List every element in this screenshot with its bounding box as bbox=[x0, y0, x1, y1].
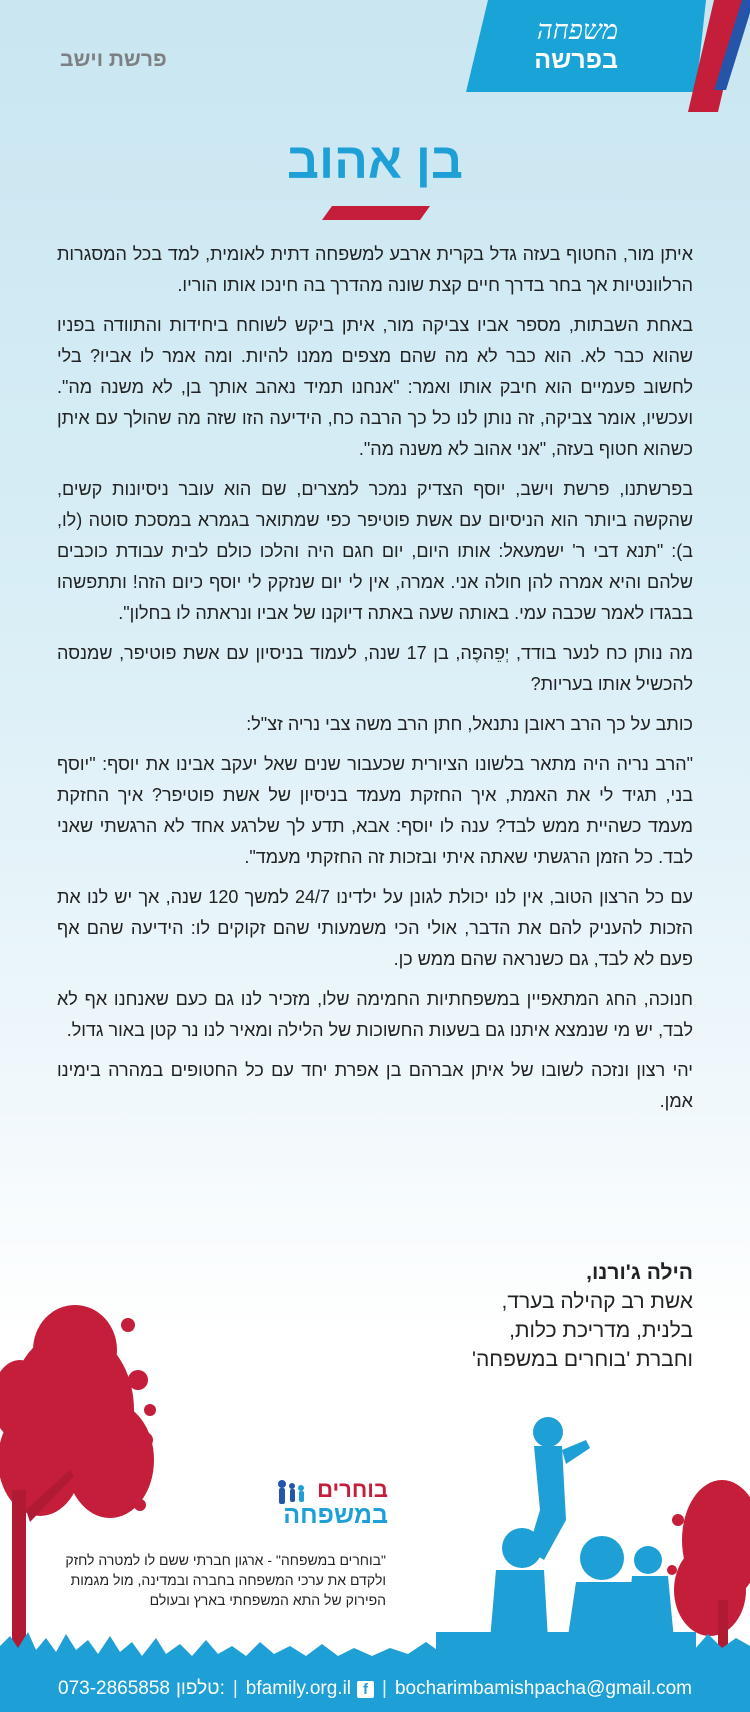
paragraph: בפרשתנו, פרשת וישב, יוסף הצדיק נמכר למצרים, שם הוא עובר ניסיונות קשים, שהקשה ביותר הוא הניסיום עם אשת פוטיפר כפי שמתואר בגמרא במסכת סוטה (לו, ב): "תנא דבי ר' ישמעאל: אותו היום, יום חגם היה והלכו כולם לבית עבודת כוכבים שלהם והיא אמרה להן חולה אני. אמרה, אין לי יום שנזקק לי יוסף כיום הזה! ותתפשהו בבגדו לאמר שכבה עמי. באותה שעה באתה דיוקנו של אביו ונראתה לו בחלון". bbox=[57, 479, 693, 623]
grass-decoration bbox=[0, 1628, 750, 1668]
footer-email[interactable]: bocharimbamishpacha@gmail.com bbox=[394, 1678, 692, 1699]
org-description: "בוחרים במשפחה" - ארגון חברתי ששם לו למטרה לחזק ולקדם את ערכי המשפחה בחברה ובמדינה, מול מגמות הפירוק של התא המשפחתי בארץ ובעולם bbox=[65, 1552, 386, 1608]
logo-line1: משפחה bbox=[536, 15, 618, 46]
footer-phone-label: טלפון: bbox=[176, 1678, 225, 1699]
org-name bbox=[268, 1478, 388, 1528]
footer-phone-number[interactable]: 073-2865858 bbox=[58, 1678, 170, 1699]
paragraph: "הרב נריה היה מתאר בלשונו הציורית שכעבור שנים שאל יעקב אבינו את יוסף: "יוסף בני, תגיד לי את האמת, איך החזקת מעמד בניסיון של אשת פוטיפר? איך החזקת מעמד כשהיית ממש לבד? ענה לו יוסף: אבא, תדע לך שלרגע אחד לא הרגשתי שאני לבד. כל הזמן הרגשתי שאתה איתי ובזכות זה החזקתי מעמד". bbox=[57, 754, 693, 867]
facebook-icon[interactable]: f bbox=[357, 1681, 374, 1698]
signature-line: אשת רב קהילה בערד, bbox=[501, 1290, 693, 1313]
title-underline bbox=[322, 206, 430, 220]
paragraph: איתן מור, החטוף בעזה גדל בקרית ארבע למשפחה דתית לאומית, למד בכל המסגרות הרלוונטיות אך בחר בדרך חיים קצת שונה מהדרך בה חינכו אותו הוריו. bbox=[57, 244, 693, 295]
paragraph: באחת השבתות, מספר אביו צביקה מור, איתן ביקש לשוחח ביחידות והתוודה בפניו שהוא כבר לא. הוא כבר לא מה שהם מצפים ממנו להיות. ומה אמר לו אביו? בלי לחשוב פעמיים הוא חיבק אותו ואמר: "אנחנו תמיד נאהב אותך בן, לא משנה מה". ועכשיו, אומר צביקה, זה נותן לנו כל כך הרבה כח, הידיעה הזו שזה מה שהולך עם איתן כשהוא חטוף בעזה, "אני אהוב לא משנה מה". bbox=[57, 315, 693, 459]
footer-website[interactable]: bfamily.org.il bbox=[245, 1678, 352, 1699]
footer-separator: | bbox=[382, 1678, 387, 1699]
org-name-line1: בוחרים bbox=[317, 1477, 388, 1502]
signature-line: בלנית, מדריכת כלות, bbox=[509, 1319, 693, 1342]
signature-name: הילה ג'ורנו, bbox=[586, 1261, 693, 1284]
paragraph: מה נותן כח לנער בודד, יְפֵהפֶה, בן 17 שנה, לעמוד בניסיון עם אשת פוטיפר, שמנסה להכשיל אותו בעריות? bbox=[57, 643, 693, 694]
signature-line: וחברת 'בוחרים במשפחה' bbox=[471, 1348, 693, 1371]
org-name-line2: במשפחה bbox=[283, 1501, 388, 1529]
paragraph: עם כל הרצון הטוב, אין לנו יכולת לגונן על ילדינו 24/7 למשך 120 שנה, אך יש לנו את הזכות להעניק להם את הדבר, אולי הכי משמעותי שהם זקוקים לו: הידיעה שהם אף פעם לא לבד, גם כשנראה שהם ממש כן. bbox=[57, 887, 694, 969]
footer-separator: | bbox=[232, 1678, 238, 1699]
logo-line2: בפרשה bbox=[534, 46, 618, 74]
page-title: בן אהוב bbox=[287, 133, 463, 189]
paragraph: כותב על כך הרב ראובן נתנאל, חתן הרב משה צבי נריה זצ"ל: bbox=[246, 714, 693, 734]
parasha-label: פרשת וישב bbox=[60, 48, 167, 71]
signature bbox=[300, 1258, 693, 1374]
footer-contact-bar bbox=[0, 1666, 750, 1712]
logo-text bbox=[534, 16, 618, 74]
paragraph: חנוכה, החג המתאפיין במשפחתיות החמימה שלו, מזכיר לנו גם כעם שאנחנו אף לא לבד, יש מי שנמצא איתנו גם בשעות החשוכות של הלילה ומאיר לנו נר קטן באור גדול. bbox=[57, 989, 693, 1040]
article-body bbox=[57, 239, 693, 1126]
paragraph: יהי רצון ונזכה לשובו של איתן אברהם בן אפרת יחד עם כל החטופים במהרה בימינו אמן. bbox=[57, 1060, 693, 1111]
